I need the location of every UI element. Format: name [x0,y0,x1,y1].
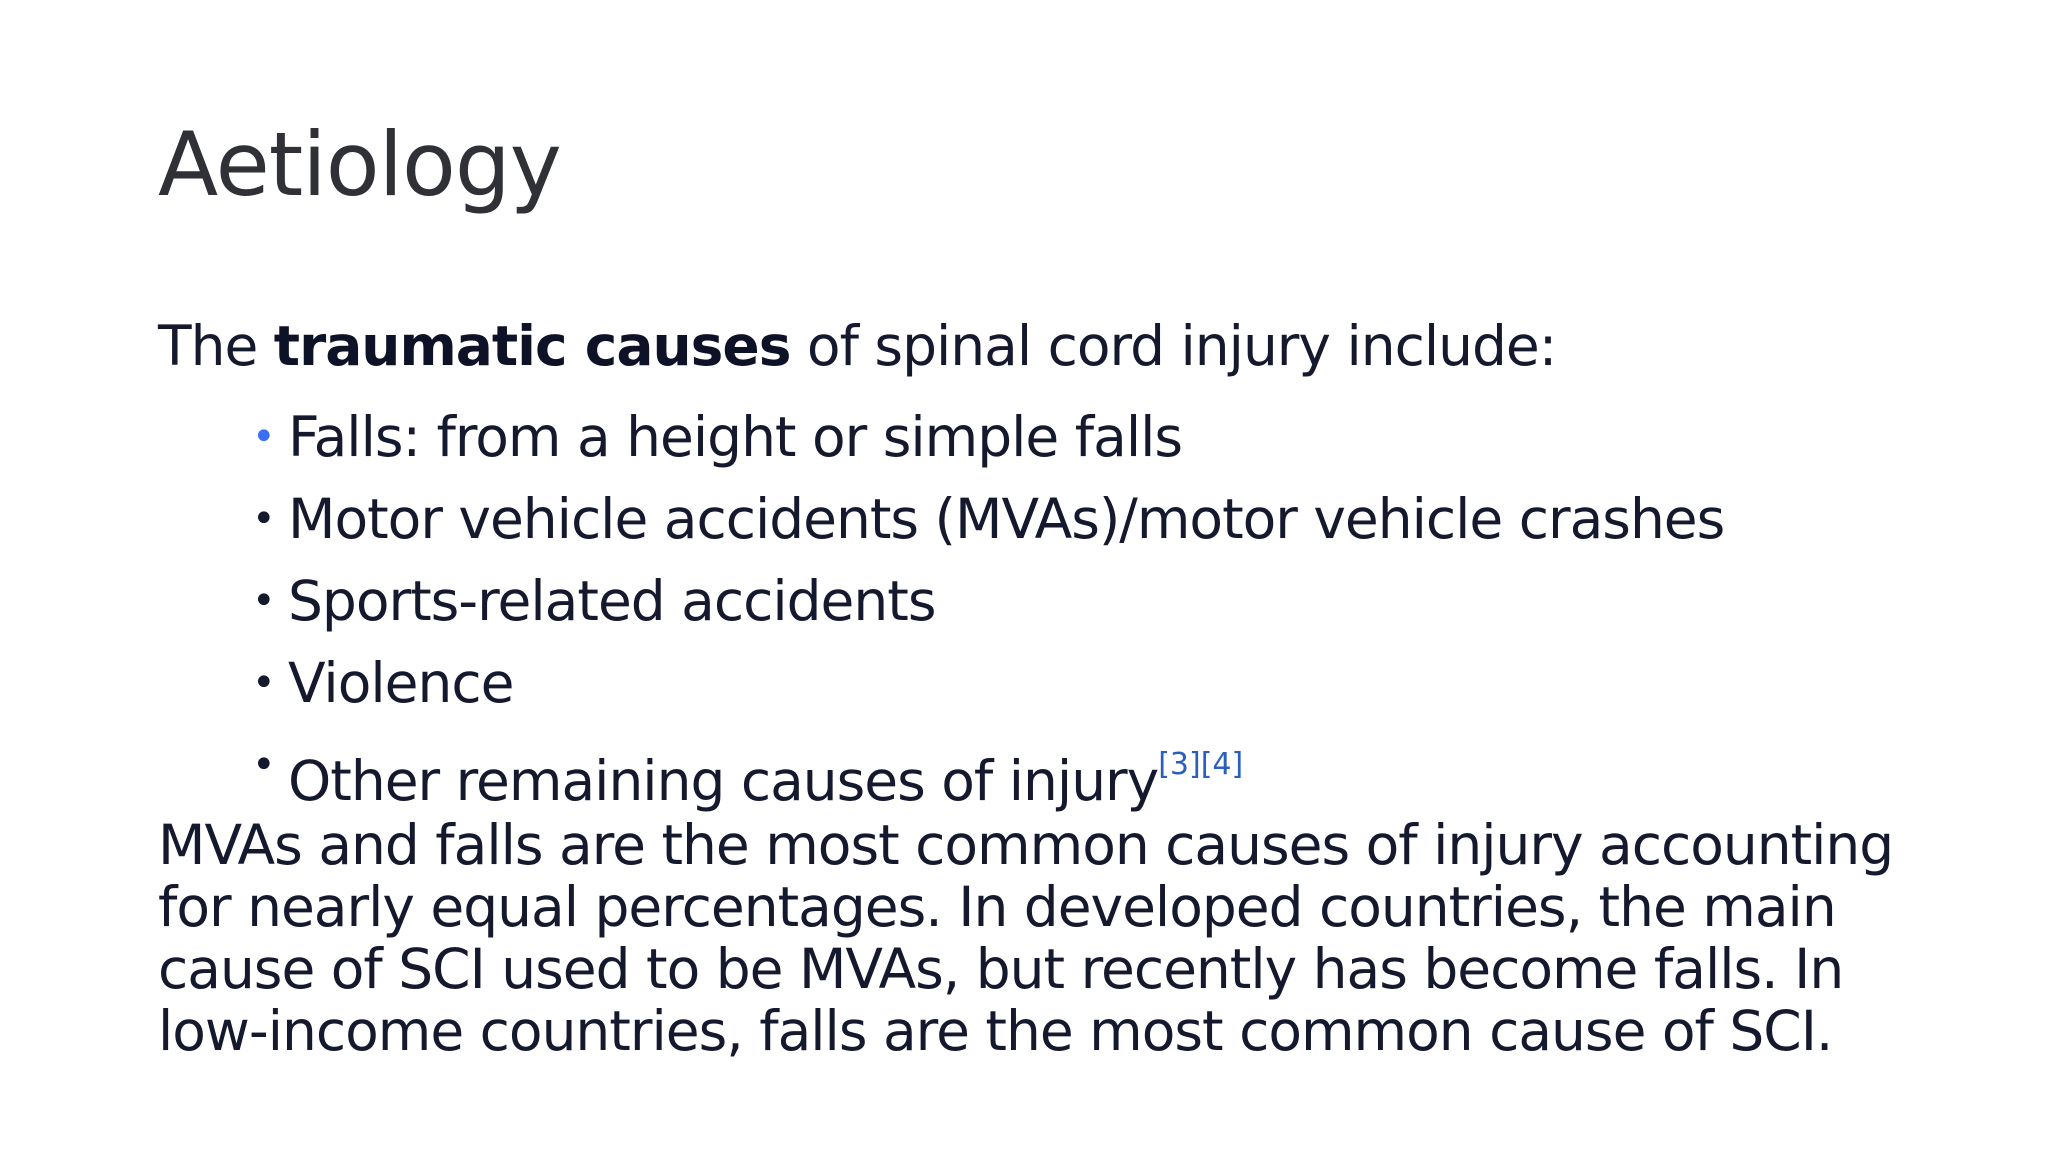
list-item-text: Sports-related accidents [288,569,936,633]
bullet-dot-icon: • [252,660,275,706]
list-item [248,724,1724,822]
causes-bullet-list [248,396,1724,822]
paragraph-line: for nearly equal percentages. In developed countries, the main [158,875,1836,939]
intro-prefix: The [158,314,274,378]
citation-link-4[interactable]: [4] [1200,747,1244,782]
paragraph-line: low-income countries, falls are the most common cause of SCI. [158,999,1833,1063]
citation-link-3[interactable]: [3] [1158,747,1201,782]
intro-sentence [158,310,1556,382]
paragraph-line: MVAs and falls are the most common causes of injury accounting [158,813,1894,877]
paragraph-line: cause of SCI used to be MVAs, but recently has become falls. In [158,937,1844,1001]
list-item-text: Motor vehicle accidents (MVAs)/motor vehicle crashes [288,487,1725,551]
list-item [248,560,1724,642]
bullet-dot-icon: • [252,414,275,460]
list-item [248,642,1724,724]
list-item-text: Other remaining causes of injury [288,749,1159,813]
summary-paragraph [158,814,1918,1062]
list-item [248,478,1724,560]
slide-title: Aetiology [158,113,561,216]
bullet-dot-icon: • [252,742,275,788]
list-item [248,396,1724,478]
list-item-text: Violence [288,651,514,715]
list-item-text: Falls: from a height or simple falls [288,405,1183,469]
bullet-dot-icon: • [252,496,275,542]
intro-suffix: of spinal cord injury include: [790,314,1557,378]
intro-bold-phrase: traumatic causes [273,314,791,378]
bullet-dot-icon: • [252,578,275,624]
